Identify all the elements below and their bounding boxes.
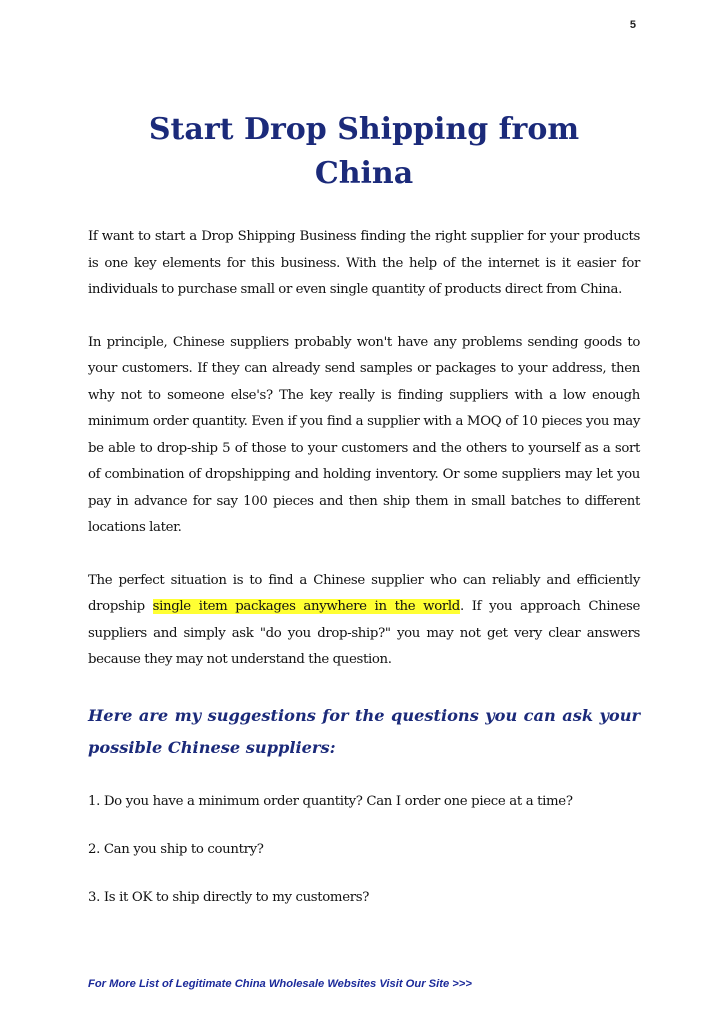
paragraph-perfect-situation-end: . If you approach Chinese suppliers and simply ask "do you drop-ship?" you may not get very clear answers because they may not understand the question. <box>88 599 641 667</box>
paragraph-perfect-situation <box>88 568 640 674</box>
main-content <box>88 224 640 936</box>
page-title-line-1: Start Drop Shipping from <box>148 112 580 147</box>
paragraph-intro: If want to start a Drop Shipping Business finding the right supplier for your products is one key elements for this business. With the help of the internet is it easier for individuals to purchase small or even single quantity of products direct from China. <box>88 229 640 297</box>
page-title <box>88 108 640 196</box>
question-item-3: 3. Is it OK to ship directly to my customers? <box>88 889 369 905</box>
question-item-1: 1. Do you have a minimum order quantity? Can I order one piece at a time? <box>88 793 573 809</box>
page-number: 5 <box>629 19 636 31</box>
paragraph-principle: In principle, Chinese suppliers probably won't have any problems sending goods to your customers. If they can already send samples or packages to your address, then why not to someone else's? The key really is finding suppliers with a low enough minimum order quantity. Even if you find a supplier with a MOQ of 10 pieces you may be able to drop-ship 5 of those to your customers and the others to yourself as a sort of combination of dropshipping and holding inventory. Or some suppliers may let you pay in advance for say 100 pieces and then ship them in small batches to different locations later. <box>88 334 640 535</box>
page-title-line-2: China <box>314 156 414 191</box>
suggestions-heading: Here are my suggestions for the questions you can ask your possible Chinese suppliers: <box>88 705 640 757</box>
footer-site-link[interactable]: For More List of Legitimate China Wholesale Websites Visit Our Site >>> <box>88 978 472 990</box>
highlighted-text: single item packages anywhere in the world <box>152 599 460 614</box>
question-item-2: 2. Can you ship to country? <box>88 841 264 857</box>
paragraph-perfect-situation-start: The perfect situation is to find a Chinese supplier who can reliably and efficiently dropship <box>88 572 640 614</box>
